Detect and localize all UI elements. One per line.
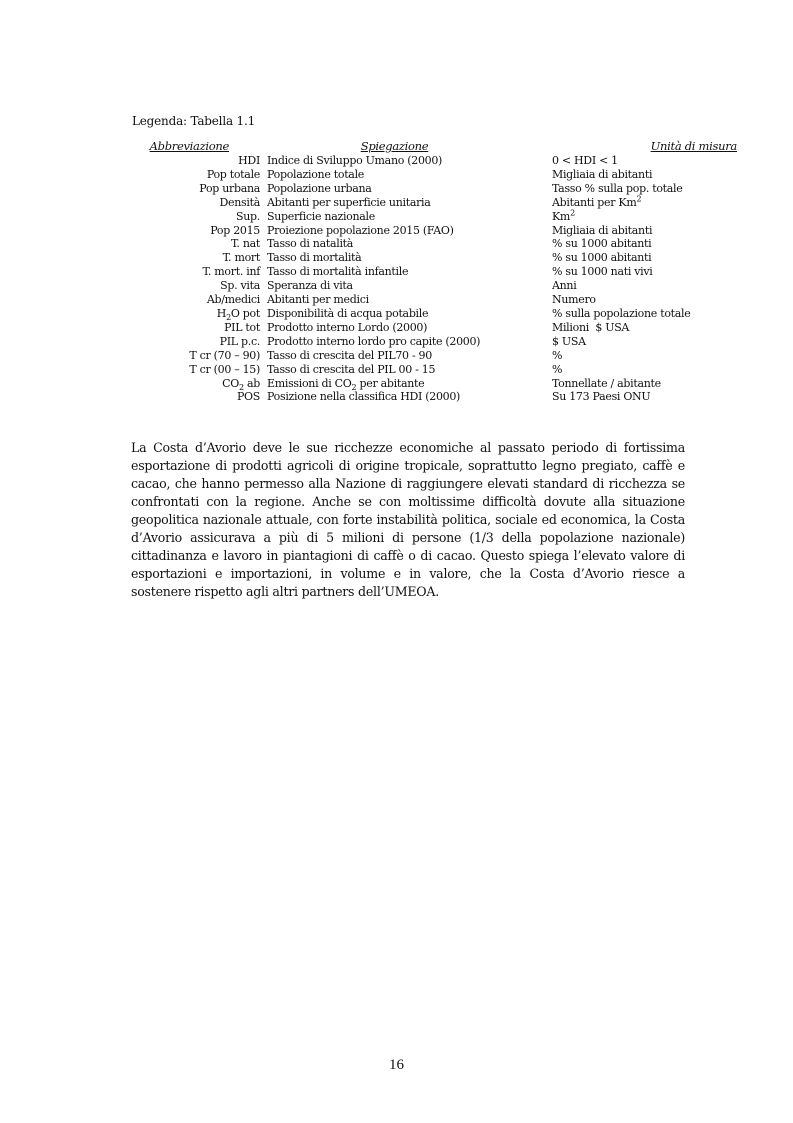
abbr-text: O pot: [230, 306, 260, 320]
table-row: [130, 210, 737, 224]
table-row: [130, 251, 737, 265]
row-abbreviation: Densità: [219, 195, 260, 209]
row-explanation: Tasso di mortalità: [267, 251, 362, 265]
row-explanation: Popolazione urbana: [267, 181, 372, 195]
row-explanation: Tasso di natalità: [267, 237, 354, 251]
row-explanation: Tasso di crescita del PIL70 - 90: [267, 348, 432, 362]
unit-text: Km: [552, 209, 571, 223]
row-unit: Tasso % sulla pop. totale: [552, 181, 683, 195]
row-unit: 0 < HDI < 1: [552, 154, 618, 167]
row-unit: Migliaia di abitanti: [552, 167, 653, 181]
table-row: [130, 335, 737, 349]
table-row: [130, 224, 737, 238]
row-abbreviation: [130, 307, 267, 321]
row-unit: Milioni $ USA: [552, 320, 630, 334]
table-row: [130, 265, 737, 279]
table-row: [130, 196, 737, 210]
row-unit: Tonnellate / abitante: [552, 376, 661, 390]
row-explanation: Speranza di vita: [267, 279, 353, 293]
abbr-subscript: 2: [226, 313, 231, 323]
abbr-subscript: 2: [239, 382, 244, 392]
abbr-text: H: [216, 306, 227, 320]
desc-subscript: 2: [351, 382, 357, 392]
table-row: [130, 168, 737, 182]
row-abbreviation: PIL tot: [224, 320, 260, 334]
row-abbreviation: Sup.: [236, 209, 260, 223]
row-explanation: Prodotto interno lordo pro capite (2000): [267, 334, 481, 348]
row-abbreviation: Sp. vita: [220, 279, 260, 293]
row-explanation: Indice di Sviluppo Umano (2000): [267, 154, 443, 167]
row-unit: Anni: [552, 279, 577, 293]
row-explanation: Disponibilità di acqua potabile: [267, 306, 429, 320]
row-unit: Migliaia di abitanti: [552, 223, 653, 237]
row-abbreviation: [130, 377, 267, 391]
row-abbreviation: T. mort: [222, 251, 260, 265]
legend-table: [130, 139, 737, 404]
row-explanation: Proiezione popolazione 2015 (FAO): [267, 223, 454, 237]
row-explanation: Tasso di crescita del PIL 00 - 15: [267, 362, 436, 376]
row-unit: Numero: [552, 293, 596, 307]
table-row: [130, 237, 737, 251]
row-unit: %: [552, 348, 563, 362]
header-explanation: Spiegazione: [360, 139, 429, 154]
row-abbreviation: T. mort. inf: [202, 265, 260, 279]
row-abbreviation: PIL p.c.: [219, 334, 260, 348]
header-unit: Unità di misura: [650, 139, 737, 154]
table-row: [130, 321, 737, 335]
page-number: 16: [389, 1057, 404, 1073]
legend-table-header: [130, 139, 737, 154]
row-unit: $ USA: [552, 334, 586, 348]
row-abbreviation: Ab/medici: [206, 293, 260, 307]
row-unit: % su 1000 nati vivi: [552, 265, 653, 279]
unit-superscript: 2: [636, 194, 642, 204]
row-abbreviation: Pop 2015: [210, 223, 260, 237]
row-abbreviation: Pop totale: [206, 167, 260, 181]
row-abbreviation: T cr (00 – 15): [189, 362, 260, 376]
row-unit: % su 1000 abitanti: [552, 251, 652, 265]
desc-text: Emissioni di CO: [267, 376, 352, 390]
row-unit: % su 1000 abitanti: [552, 237, 652, 251]
table-row: [130, 307, 737, 321]
row-unit: % sulla popolazione totale: [552, 306, 691, 320]
row-abbreviation: HDI: [238, 154, 260, 167]
body-paragraph: La Costa d’Avorio deve le sue ricchezze economiche al passato periodo di fortissima esportazione di prodotti agricoli di origine tropicale, soprattutto legno pregiato, caffè e cacao, che hanno permesso alla Nazione di raggiungere elevati standard di ricchezza se confrontati con la regione. Anche se con moltissime difficoltà dovute alla situazione geopolitica nazionale attuale, con forte instabilità politica, sociale ed economica, la Costa d’Avorio assicurava a più di 5 milioni di persone (1/3 della popolazione nazionale) cittadinanza e lavoro in piantagioni di caffè o di cacao. Questo spiega l’elevato valore di esportazioni e importazioni, in volume e in valore, che la Costa d’Avorio riesce a sostenere rispetto agli altri partners dell’UMEOA.: [131, 439, 685, 599]
desc-text: per abitante: [356, 376, 425, 390]
table-row: [130, 182, 737, 196]
abbr-text: CO: [222, 376, 239, 390]
table-row: [130, 390, 737, 404]
row-unit: Su 173 Paesi ONU: [552, 390, 651, 404]
table-row: [130, 279, 737, 293]
row-abbreviation: T. nat: [231, 237, 260, 251]
table-row: [130, 154, 737, 168]
table-row: [130, 377, 737, 391]
table-row: [130, 363, 737, 377]
row-unit: %: [552, 362, 563, 376]
row-unit: [552, 196, 737, 210]
row-abbreviation: T cr (70 – 90): [189, 348, 260, 362]
unit-superscript: 2: [570, 207, 575, 217]
row-explanation: Abitanti per medici: [267, 293, 369, 307]
row-explanation: Posizione nella classifica HDI (2000): [267, 390, 461, 404]
row-unit: [552, 207, 737, 224]
row-explanation: Prodotto interno Lordo (2000): [267, 320, 428, 334]
legend-title: Legenda: Tabella 1.1: [132, 114, 256, 128]
row-explanation: Abitanti per superficie unitaria: [267, 195, 431, 209]
table-row: [130, 293, 737, 307]
row-explanation: Superficie nazionale: [267, 209, 375, 223]
row-explanation: Popolazione totale: [267, 167, 364, 181]
row-abbreviation: POS: [236, 390, 260, 404]
table-row: [130, 349, 737, 363]
row-abbreviation: Pop urbana: [199, 181, 260, 195]
header-abbreviation: Abbreviazione: [149, 139, 229, 154]
abbr-text: ab: [243, 376, 260, 390]
row-explanation: [267, 377, 552, 391]
unit-text: Abitanti per Km: [552, 195, 637, 209]
row-explanation: Tasso di mortalità infantile: [267, 265, 409, 279]
